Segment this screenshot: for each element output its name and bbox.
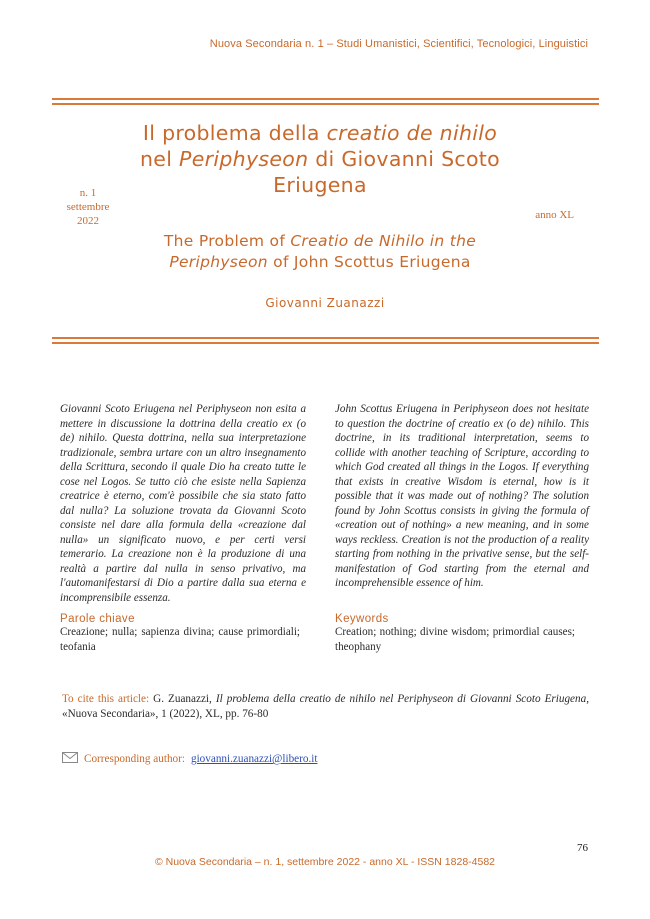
envelope-icon <box>62 752 78 766</box>
citation-label: To cite this article: <box>62 693 150 705</box>
volume-tag: anno XL <box>535 209 574 221</box>
abstract-italian: Giovanni Scoto Eriugena nel Periphyseon non esita a mettere in discussione la dottrina della creatio ex (o de) nihilo. Questa dottrina, nella sua interpretazione tradizionale, sembra urtare con un altro insegnamento della Scrittura, secondo il quale Dio ha creato tutte le cose nel Logos. Se tutto ciò che esiste nella Sapienza creatrice è eterno, com'è possibile che sia stato fatto dal nulla? La soluzione trovata da Giovanni Scoto consiste nel dare alla formula della «creazione dal nulla» un significato nuovo, e per certi versi temerario. La creazione non è la produzione di una realtà a partire dal nulla in senso privativo, ma l'automanifestarsi di Dio a partire dalla sua eterna e incomprensibile essenza. <box>60 403 306 604</box>
corresponding-label: Corresponding author: <box>84 753 185 765</box>
top-rule-2 <box>52 103 599 105</box>
corresponding-author <box>62 752 317 766</box>
keywords-italian <box>60 613 300 654</box>
top-rule-1 <box>52 98 599 100</box>
keywords-english-text: Creation; nothing; divine wisdom; primordial causes; theophany <box>335 626 575 653</box>
abstract-english: John Scottus Eriugena in Periphyseon does not hesitate to question the doctrine of creatio ex (o de) nihilo. This doctrine, in its traditional interpretation, seems to collide with another teaching of Scripture, according to which God created all things in the Logos. If everything that exists in creative Wisdom is eternal, how is it possible that it was made out of nothing? The solution found by John Scottus consists in giving the formula of «creation out of nothing» a new meaning, and in some ways reckless. Creation is not the production of a reality starting from nothing in the privative sense, but the self-manifestation of God starting from the eternal and incomprehensible essence of him. <box>335 403 589 589</box>
issue-year: 2022 <box>77 215 99 227</box>
page-number: 76 <box>577 842 588 854</box>
footer: © Nuova Secondaria – n. 1, settembre 2022 - anno XL - ISSN 1828-4582 <box>154 856 496 868</box>
issue-info <box>52 186 124 228</box>
author-email-link[interactable]: giovanni.zuanazzi@libero.it <box>190 753 318 765</box>
article-subtitle: The Problem of Creatio de Nihilo in the Periphyseon of John Scottus Eriugena <box>163 232 477 271</box>
running-head: Nuova Secondaria n. 1 – Studi Umanistici, Scientifici, Tecnologici, Linguistici <box>209 38 588 50</box>
issue-number: n. 1 <box>79 187 97 199</box>
issue-month: settembre <box>66 201 110 213</box>
keywords-english-heading: Keywords <box>335 613 389 625</box>
keywords-english <box>335 613 575 654</box>
keywords-italian-text: Creazione; nulla; sapienza divina; cause primordiali; teofania <box>60 626 300 653</box>
citation: To cite this article: G. Zuanazzi, Il problema della creatio de nihilo nel Periphyseon di Giovanni Scoto Eriugena, «Nuova Secondaria», 1 (2022), XL, pp. 76-80 <box>62 693 590 720</box>
keywords-italian-heading: Parole chiave <box>60 613 135 625</box>
author-name: Giovanni Zuanazzi <box>265 296 385 310</box>
bottom-rule-1 <box>52 337 599 339</box>
article-title: Il problema della creatio de nihilo nel Periphyseon di Giovanni Scoto Eriugena <box>140 121 500 197</box>
bottom-rule-2 <box>52 342 599 344</box>
